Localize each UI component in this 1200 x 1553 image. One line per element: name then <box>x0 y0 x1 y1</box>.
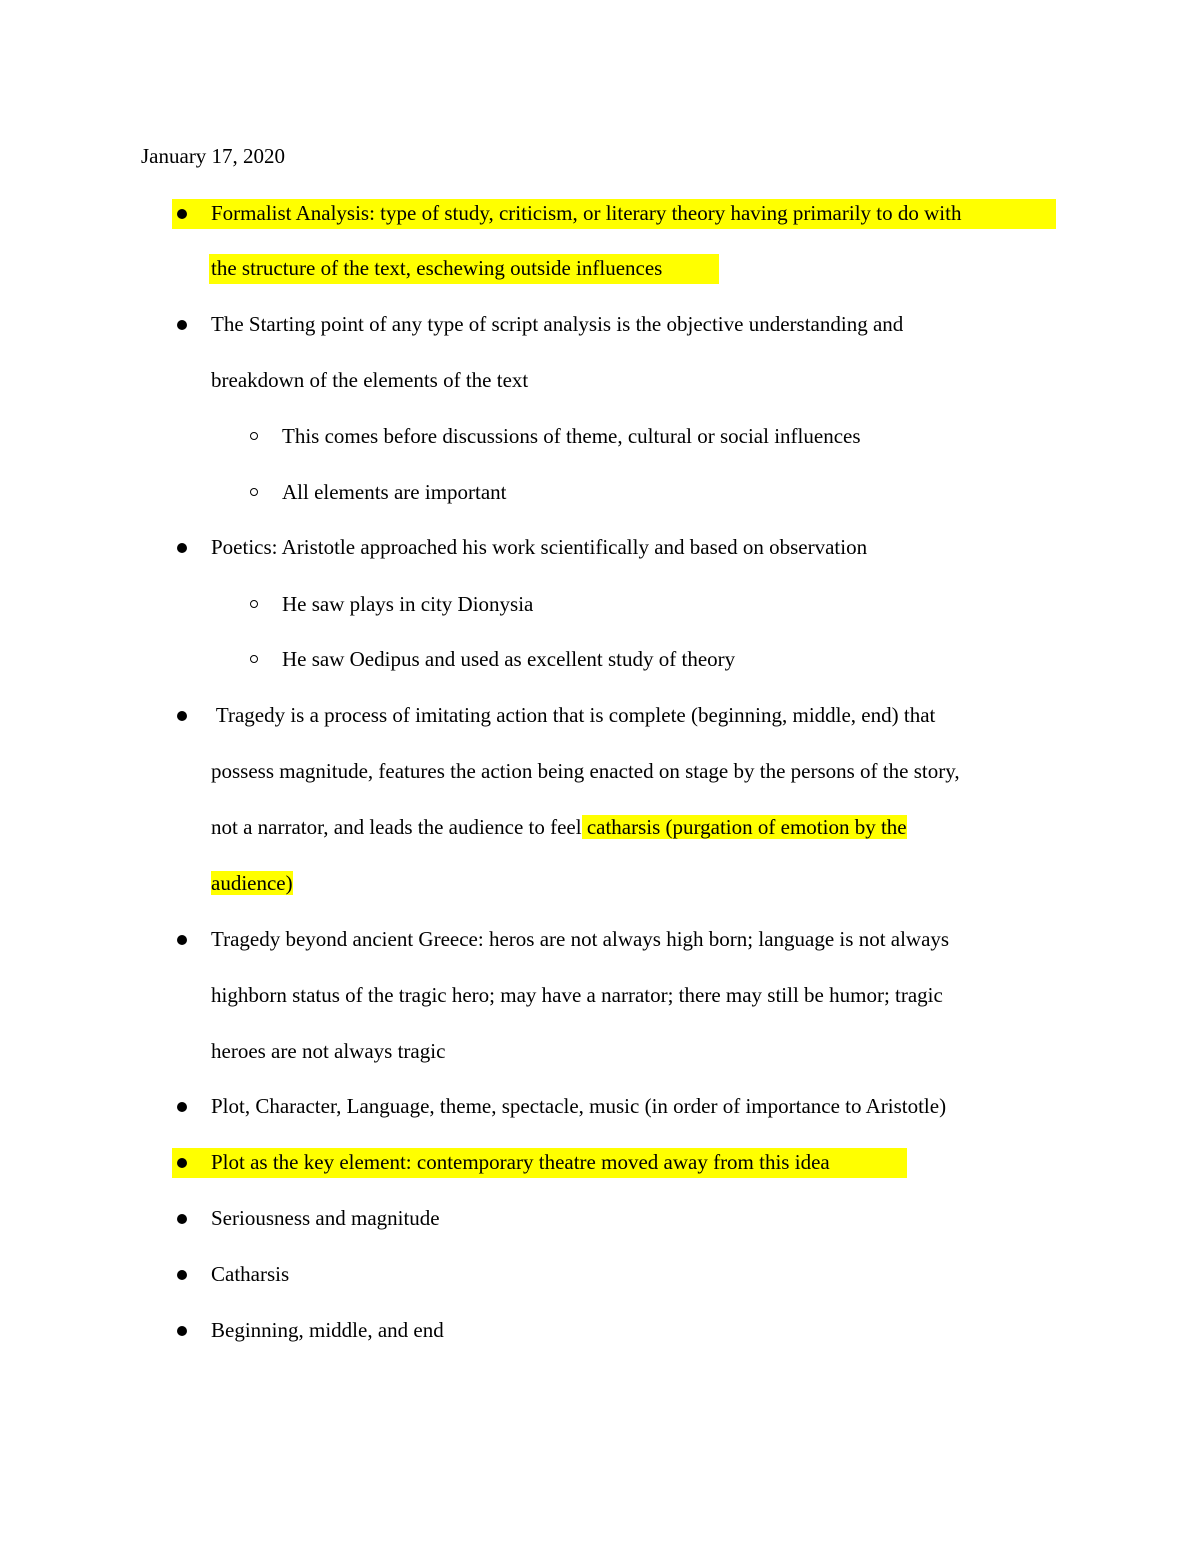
bullet-icon <box>177 1326 187 1336</box>
bullet-beyond-line2: highborn status of the tragic hero; may have a narrator; there may still be humor; tragic <box>211 983 943 1007</box>
sub-bullet-theme: This comes before discussions of theme, cultural or social influences <box>282 424 861 448</box>
bullet-beyond-line1: Tragedy beyond ancient Greece: heros are not always high born; language is not always <box>211 927 950 951</box>
sub-bullet-elements: All elements are important <box>282 480 507 504</box>
bullet-icon <box>177 1270 187 1280</box>
sub-bullet-icon <box>250 655 258 663</box>
bullet-icon <box>177 711 187 721</box>
bullet-icon <box>177 935 187 945</box>
bullet-tragedy-line1: Tragedy is a process of imitating action that is complete (beginning, middle, end) that <box>211 703 936 727</box>
bullet-starting-line2: breakdown of the elements of the text <box>211 368 529 392</box>
bullet-starting-line1: The Starting point of any type of script analysis is the objective understanding and <box>211 312 904 336</box>
bullet-beginning: Beginning, middle, and end <box>211 1318 444 1342</box>
bullet-icon <box>177 1158 187 1168</box>
bullet-icon <box>177 320 187 330</box>
sub-bullet-icon <box>250 488 258 496</box>
bullet-tragedy-line2: possess magnitude, features the action being enacted on stage by the persons of the story, <box>211 759 960 783</box>
bullet-elements-list: Plot, Character, Language, theme, spectacle, music (in order of importance to Aristotle) <box>211 1094 947 1118</box>
sub-bullet-dionysia: He saw plays in city Dionysia <box>282 592 534 616</box>
sub-bullet-oedipus: He saw Oedipus and used as excellent study of theory <box>282 647 736 671</box>
bullet-beyond-line3: heroes are not always tragic <box>211 1039 446 1063</box>
tragedy-line3-highlight: catharsis (purgation of emotion by the <box>581 815 907 839</box>
bullet-icon <box>177 1102 187 1112</box>
tragedy-line3-plain: not a narrator, and leads the audience to feel <box>211 815 582 839</box>
note-date: January 17, 2020 <box>141 144 286 168</box>
bullet-formalist-line2: the structure of the text, eschewing outside influences <box>211 256 663 280</box>
bullet-tragedy-line3 <box>211 813 907 841</box>
bullet-icon <box>177 543 187 553</box>
bullet-poetics: Poetics: Aristotle approached his work scientifically and based on observation <box>211 535 868 559</box>
bullet-seriousness: Seriousness and magnitude <box>211 1206 440 1230</box>
tragedy-line4-highlight: audience) <box>211 871 293 895</box>
sub-bullet-icon <box>250 432 258 440</box>
bullet-catharsis: Catharsis <box>211 1262 290 1286</box>
bullet-icon <box>177 209 187 219</box>
sub-bullet-icon <box>250 600 258 608</box>
bullet-formalist-line1: Formalist Analysis: type of study, criticism, or literary theory having primarily to do with <box>211 201 962 225</box>
bullet-tragedy-line4 <box>211 869 293 897</box>
bullet-icon <box>177 1214 187 1224</box>
bullet-plot-key: Plot as the key element: contemporary theatre moved away from this idea <box>211 1150 830 1174</box>
